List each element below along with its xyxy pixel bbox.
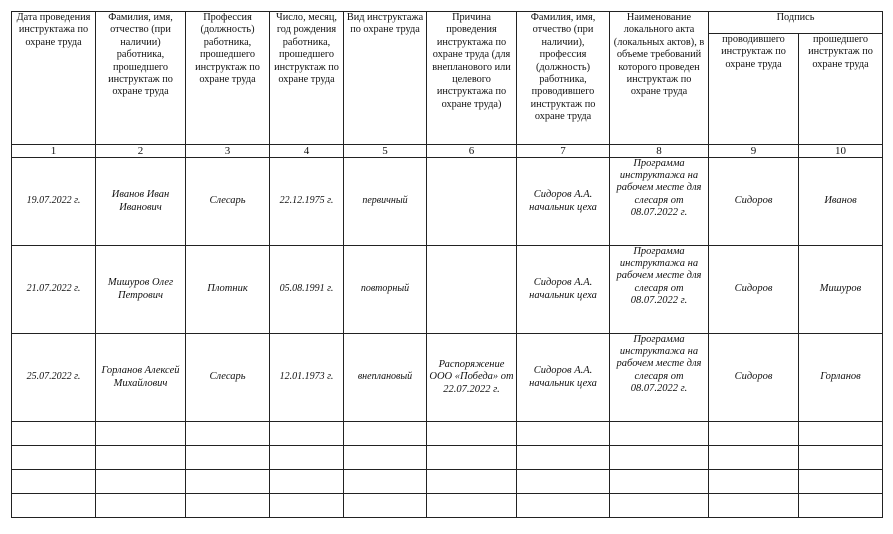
empty-cell [12, 422, 96, 446]
cell-profession: Слесарь [186, 158, 270, 246]
empty-cell [709, 470, 799, 494]
header-local-act: Наименование локального акта (локальных актов), в объеме требований которого проведен инструктаж по охране труда [610, 12, 709, 145]
cell-date: 19.07.2022 г. [12, 158, 96, 246]
empty-cell [186, 494, 270, 518]
cell-signature-worker: Горланов [799, 334, 883, 422]
empty-cell [270, 446, 344, 470]
cell-signature-instructor: Сидоров [709, 246, 799, 334]
column-number: 7 [517, 145, 610, 158]
empty-cell [96, 446, 186, 470]
empty-cell [709, 446, 799, 470]
cell-reason: Распоряжение ООО «Победа» от 22.07.2022 г. [427, 334, 517, 422]
cell-profession: Плотник [186, 246, 270, 334]
empty-cell [344, 494, 427, 518]
empty-cell [517, 446, 610, 470]
cell-instructor: Сидоров А.А. начальник цеха [517, 158, 610, 246]
header-profession: Профессия (должность) работника, прошедшего инструктаж по охране труда [186, 12, 270, 145]
empty-cell [799, 446, 883, 470]
column-number: 10 [799, 145, 883, 158]
header-instructor: Фамилия, имя, отчество (при наличии), профессия (должность) работника, проводившего инструктаж по охране труда [517, 12, 610, 145]
cell-date: 25.07.2022 г. [12, 334, 96, 422]
empty-cell [427, 446, 517, 470]
column-number: 5 [344, 145, 427, 158]
empty-cell [96, 470, 186, 494]
cell-signature-worker: Мишуров [799, 246, 883, 334]
empty-cell [186, 446, 270, 470]
header-birth-date: Число, месяц, год рождения работника, прошедшего инструктаж по охране труда [270, 12, 344, 145]
header-signature: Подпись [709, 12, 883, 34]
cell-worker-name: Горланов Алексей Михайлович [96, 334, 186, 422]
empty-cell [270, 422, 344, 446]
cell-birth-date: 05.08.1991 г. [270, 246, 344, 334]
header-date: Дата проведения инструктажа по охране труда [12, 12, 96, 145]
header-signature-worker: прошедшего инструктаж по охране труда [799, 34, 883, 145]
column-number: 3 [186, 145, 270, 158]
cell-reason [427, 246, 517, 334]
cell-profession: Слесарь [186, 334, 270, 422]
header-reason: Причина проведения инструктажа по охране труда (для внепланового или целевого инструктажа по охране труда) [427, 12, 517, 145]
header-worker-name: Фамилия, имя, отчество (при наличии) работника, прошедшего инструктаж по охране труда [96, 12, 186, 145]
cell-instruction-kind: внеплановый [344, 334, 427, 422]
header-instruction-kind: Вид инструктажа по охране труда [344, 12, 427, 145]
table-row [12, 246, 883, 334]
empty-cell [709, 422, 799, 446]
empty-row [12, 446, 883, 470]
empty-cell [517, 470, 610, 494]
cell-instruction-kind: первичный [344, 158, 427, 246]
cell-local-act: Программа инструктажа на рабочем месте для слесаря от 08.07.2022 г. [610, 158, 709, 246]
cell-worker-name: Иванов Иван Иванович [96, 158, 186, 246]
cell-birth-date: 12.01.1973 г. [270, 334, 344, 422]
empty-cell [610, 494, 709, 518]
empty-cell [96, 422, 186, 446]
column-number-row [12, 145, 883, 158]
empty-cell [427, 494, 517, 518]
instruction-journal-table [11, 11, 883, 518]
column-number: 4 [270, 145, 344, 158]
empty-cell [709, 494, 799, 518]
cell-signature-instructor: Сидоров [709, 158, 799, 246]
empty-cell [186, 422, 270, 446]
cell-local-act: Программа инструктажа на рабочем месте для слесаря от 08.07.2022 г. [610, 246, 709, 334]
empty-cell [799, 470, 883, 494]
column-number: 8 [610, 145, 709, 158]
empty-row [12, 470, 883, 494]
empty-cell [799, 422, 883, 446]
header-row-top [12, 12, 883, 34]
empty-cell [96, 494, 186, 518]
empty-cell [517, 422, 610, 446]
empty-cell [610, 422, 709, 446]
cell-signature-instructor: Сидоров [709, 334, 799, 422]
empty-cell [186, 470, 270, 494]
column-number: 1 [12, 145, 96, 158]
cell-reason [427, 158, 517, 246]
table-row [12, 334, 883, 422]
empty-cell [270, 494, 344, 518]
empty-cell [610, 446, 709, 470]
column-number: 2 [96, 145, 186, 158]
empty-cell [344, 446, 427, 470]
empty-cell [344, 422, 427, 446]
empty-row [12, 422, 883, 446]
cell-instructor: Сидоров А.А. начальник цеха [517, 246, 610, 334]
empty-cell [517, 494, 610, 518]
column-number: 9 [709, 145, 799, 158]
cell-date: 21.07.2022 г. [12, 246, 96, 334]
cell-instruction-kind: повторный [344, 246, 427, 334]
cell-birth-date: 22.12.1975 г. [270, 158, 344, 246]
empty-cell [799, 494, 883, 518]
column-number: 6 [427, 145, 517, 158]
empty-cell [270, 470, 344, 494]
empty-cell [12, 446, 96, 470]
cell-instructor: Сидоров А.А. начальник цеха [517, 334, 610, 422]
empty-cell [427, 422, 517, 446]
cell-local-act: Программа инструктажа на рабочем месте для слесаря от 08.07.2022 г. [610, 334, 709, 422]
empty-cell [610, 470, 709, 494]
table-row [12, 158, 883, 246]
cell-worker-name: Мишуров Олег Петрович [96, 246, 186, 334]
empty-cell [427, 470, 517, 494]
cell-signature-worker: Иванов [799, 158, 883, 246]
empty-cell [12, 470, 96, 494]
header-signature-instructor: проводившего инструктаж по охране труда [709, 34, 799, 145]
empty-cell [12, 494, 96, 518]
empty-cell [344, 470, 427, 494]
empty-row [12, 494, 883, 518]
